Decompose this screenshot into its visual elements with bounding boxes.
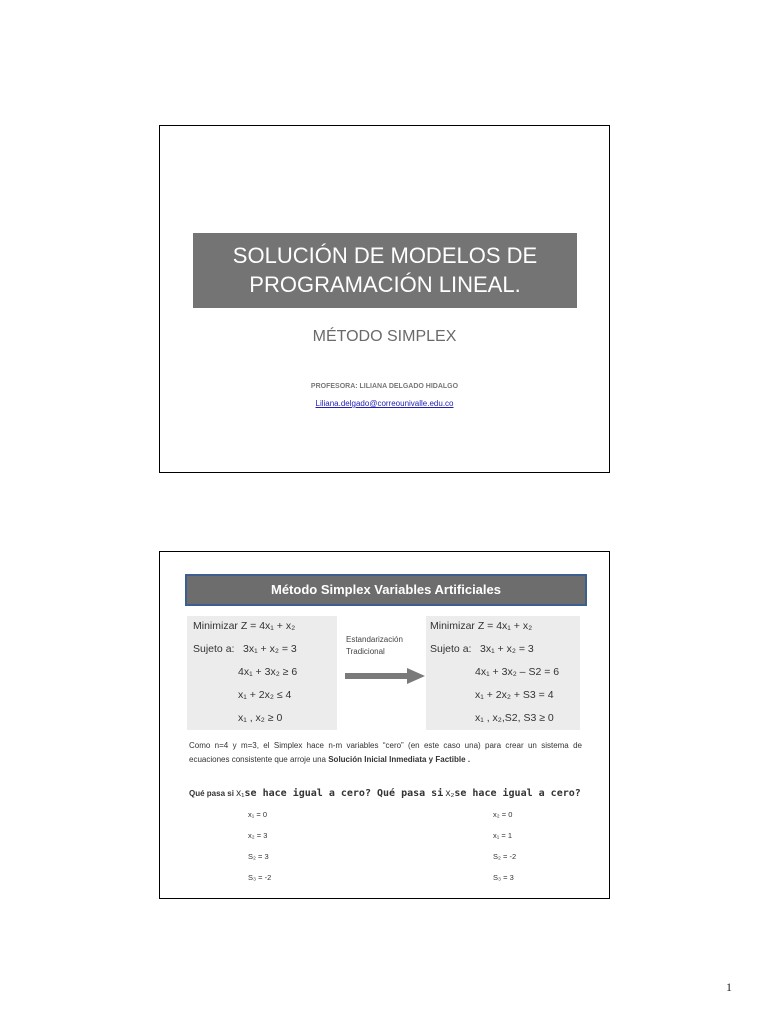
- question-end: se hace igual a cero?: [454, 788, 581, 799]
- result-value: x₁ = 1: [493, 831, 512, 840]
- explanation-paragraph: [189, 739, 582, 767]
- slide-header: Método Simplex Variables Artificiales: [185, 574, 587, 606]
- professor-name: PROFESORA: LILIANA DELGADO HIDALGO: [310, 383, 459, 390]
- subject-to-label: Sujeto a:: [430, 643, 472, 655]
- result-value: S₂ = 3: [248, 852, 269, 861]
- result-value: x₂ = 0: [493, 810, 513, 819]
- nonnegativity-constraint: x₁ , x₂,S2, S3 ≥ 0: [475, 712, 554, 724]
- simplex-slide: [159, 551, 610, 899]
- constraint-2: 4x₁ + 3x₂ ≥ 6: [238, 666, 298, 678]
- title-slide: [159, 125, 610, 473]
- arrow-right-icon: [345, 668, 425, 689]
- constraint-1: 3x₁ + x₂ = 3: [243, 643, 297, 655]
- result-value: S₃ = -2: [248, 873, 272, 882]
- standardization-label-line-1: Estandarización: [346, 635, 403, 644]
- variable-x2: x₂: [445, 788, 455, 799]
- email-link[interactable]: Liliana.delgado@correounivalle.edu.co: [315, 399, 454, 408]
- subject-to-label: Sujeto a:: [193, 643, 235, 655]
- x1-zero-results: [248, 810, 271, 894]
- constraint-2: 4x₁ + 3x₂ – S2 = 6: [475, 666, 560, 678]
- x2-zero-results: [493, 810, 516, 894]
- email-line: [160, 399, 609, 408]
- slide-title-line-1: SOLUCIÓN DE MODELOS DE: [232, 243, 538, 268]
- question-line: [189, 788, 581, 799]
- explanation-bold: Solución Inicial Inmediata y Factible: [328, 755, 466, 764]
- original-model-panel: [187, 616, 337, 730]
- page-number: 1: [726, 980, 732, 994]
- slide-subtitle: MÉTODO SIMPLEX: [312, 328, 457, 345]
- slide-title-box: [193, 233, 577, 308]
- objective-function: Minimizar Z = 4x₁ + x₂: [430, 620, 533, 632]
- variable-x1: x₁: [236, 788, 245, 799]
- result-value: x₁ = 0: [248, 810, 267, 819]
- result-value: x₂ = 3: [248, 831, 268, 840]
- objective-function: Minimizar Z = 4x₁ + x₂: [193, 620, 296, 632]
- question-middle: se hace igual a cero? Qué pasa si: [244, 788, 444, 799]
- standardized-model-panel: [426, 616, 580, 730]
- slide-title-line-2: PROGRAMACIÓN LINEAL.: [249, 272, 521, 297]
- constraint-3: x₁ + 2x₂ + S3 = 4: [475, 689, 554, 701]
- constraint-3: x₁ + 2x₂ ≤ 4: [238, 689, 292, 701]
- explanation-end: .: [467, 755, 471, 764]
- question-prefix: Qué pasa si: [189, 789, 234, 798]
- standardization-label: [346, 634, 403, 658]
- result-value: S₂ = -2: [493, 852, 517, 861]
- standardization-label-line-2: Tradicional: [346, 647, 385, 656]
- constraint-1: 3x₁ + x₂ = 3: [480, 643, 534, 655]
- nonnegativity-constraint: x₁ , x₂ ≥ 0: [238, 712, 283, 724]
- result-value: S₃ = 3: [493, 873, 514, 882]
- explanation-text: Como n=4 y m=3, el Simplex hace n-m variables “cero” (en este caso una) para crear un sistema de ecuaciones consistente que arroje una: [189, 741, 582, 764]
